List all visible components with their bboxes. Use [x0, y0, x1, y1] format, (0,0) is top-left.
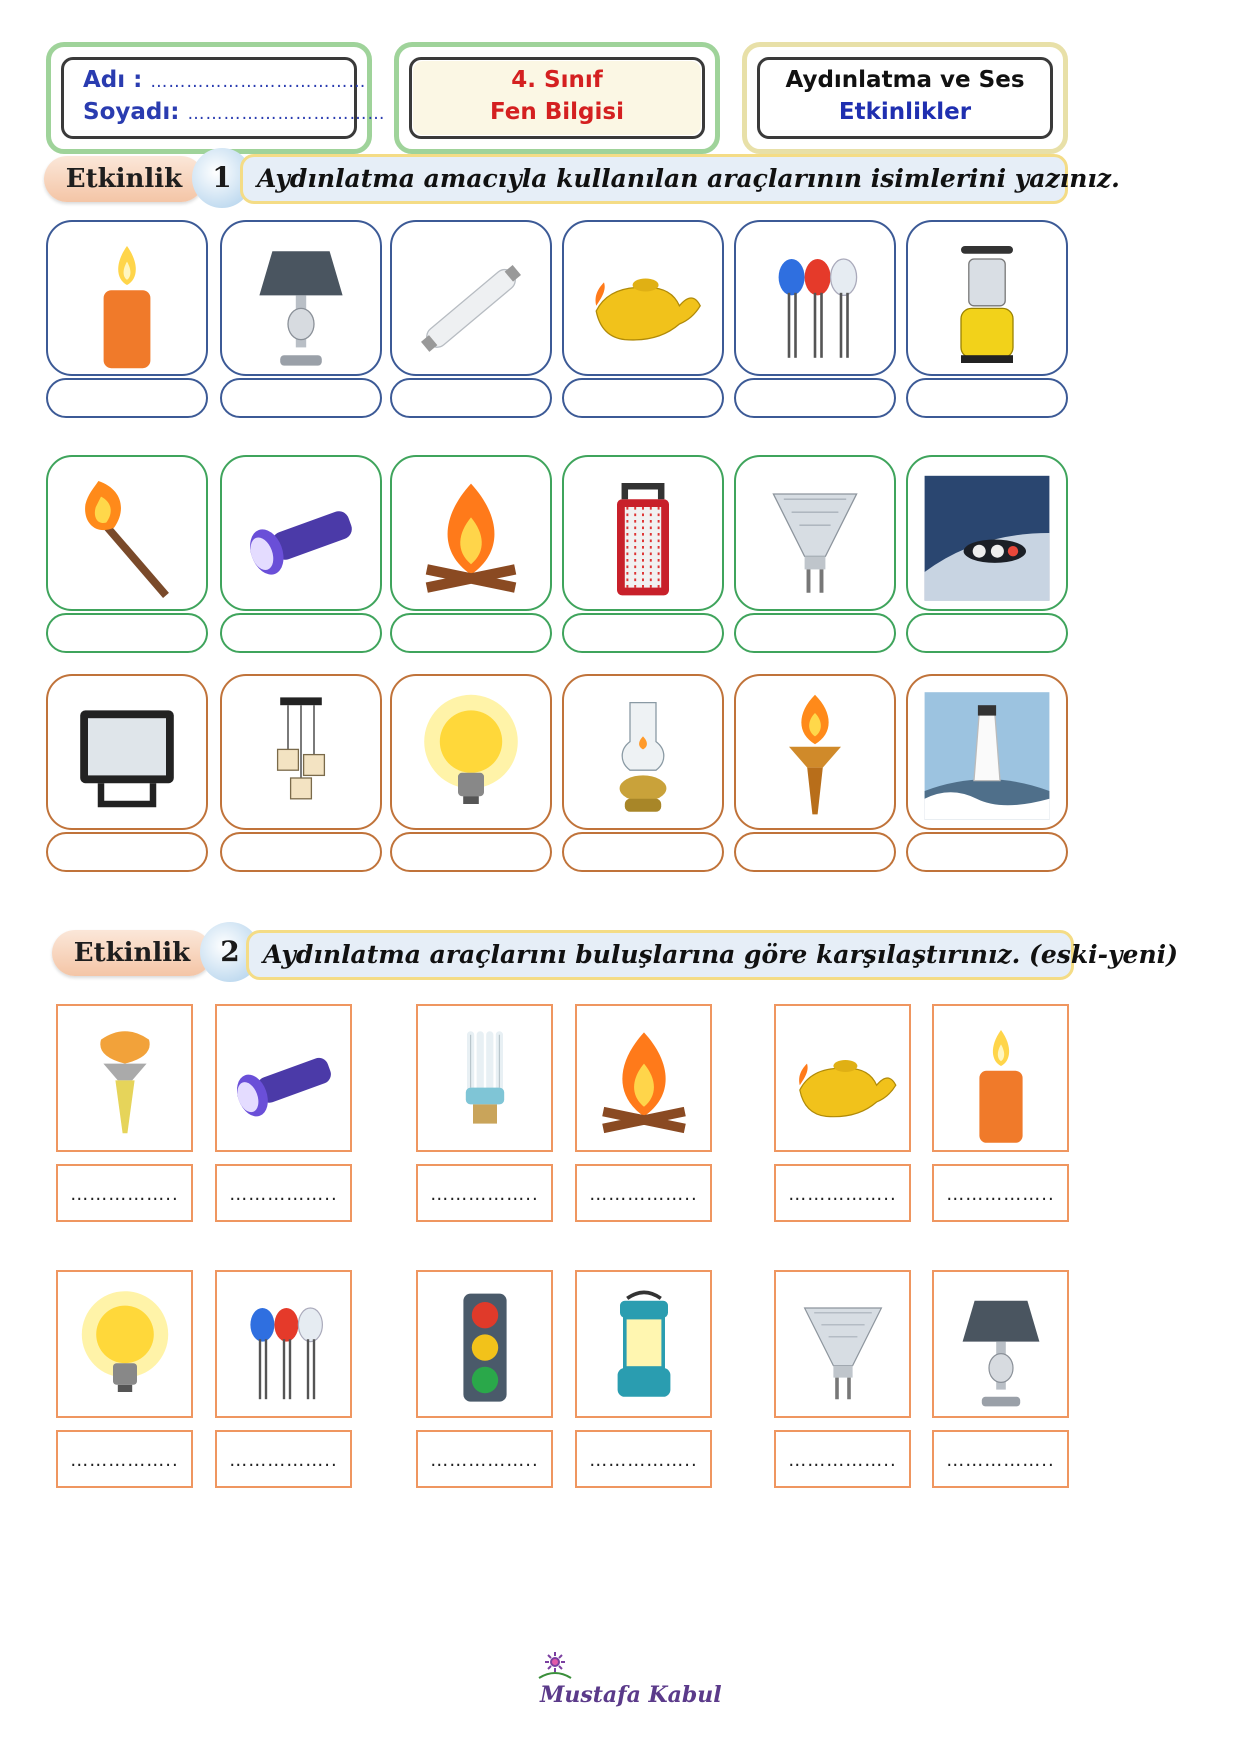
activity2-badge-word: Etkinlik	[52, 930, 212, 976]
picture-card	[46, 674, 208, 830]
activity1-instruction: Aydınlatma amacıyla kullanılan araçlarının isimlerini yazınız.	[240, 154, 1068, 204]
answer-box[interactable]	[562, 832, 724, 872]
kerosene-lamp-icon	[578, 687, 708, 817]
picture-card	[906, 220, 1068, 376]
picture-card	[575, 1270, 712, 1418]
name-box	[46, 42, 386, 154]
candle-icon	[941, 1018, 1061, 1138]
flashlight-icon	[224, 1018, 344, 1138]
picture-card	[220, 220, 382, 376]
surname-field[interactable]: ……………………………	[187, 104, 386, 124]
halogen-bulb-icon	[783, 1284, 903, 1404]
activity2-badge-number: 2	[200, 922, 260, 982]
cfl-bulb-icon	[425, 1018, 545, 1138]
answer-box[interactable]	[734, 378, 896, 418]
rechargeable-lantern-icon	[578, 468, 708, 598]
activity2-instruction: Aydınlatma araçlarını buluşlarına göre karşılaştırınız. (eski-yeni)	[246, 930, 1074, 980]
led-icon	[224, 1284, 344, 1404]
oil-lamp-icon	[783, 1018, 903, 1138]
answer-box[interactable]	[390, 613, 552, 653]
name-field[interactable]: ………………………………	[150, 72, 367, 92]
picture-card	[220, 674, 382, 830]
halogen-bulb-icon	[750, 468, 880, 598]
flower-logo-icon	[535, 1648, 575, 1682]
grade-text: 4. Sınıf	[511, 67, 603, 93]
picture-card	[774, 1270, 911, 1418]
campfire-icon	[406, 468, 536, 598]
answer-box[interactable]: ……………..	[575, 1164, 712, 1222]
torch-icon	[62, 468, 192, 598]
led-icon	[750, 233, 880, 363]
floodlight-icon	[62, 687, 192, 817]
picture-card	[774, 1004, 911, 1152]
lighthouse-icon	[922, 687, 1052, 817]
candle-icon	[62, 233, 192, 363]
picture-card	[734, 220, 896, 376]
camping-lantern-icon	[584, 1284, 704, 1404]
answer-box[interactable]	[734, 613, 896, 653]
picture-card	[215, 1270, 352, 1418]
answer-box[interactable]	[220, 613, 382, 653]
activity1-badge	[44, 148, 244, 208]
flaming-torch-icon	[750, 687, 880, 817]
answer-box[interactable]	[906, 832, 1068, 872]
oil-lamp-icon	[578, 233, 708, 363]
answer-box[interactable]	[906, 613, 1068, 653]
answer-box[interactable]	[46, 832, 208, 872]
picture-card	[562, 455, 724, 611]
answer-box[interactable]: ……………..	[416, 1430, 553, 1488]
picture-card	[932, 1270, 1069, 1418]
picture-card	[416, 1270, 553, 1418]
picture-card	[416, 1004, 553, 1152]
answer-box[interactable]: ……………..	[575, 1430, 712, 1488]
subject-text: Fen Bilgisi	[490, 99, 624, 125]
answer-box[interactable]: ……………..	[215, 1430, 352, 1488]
answer-box[interactable]	[390, 832, 552, 872]
picture-card	[390, 220, 552, 376]
traffic-light-icon	[425, 1284, 545, 1404]
activity1-badge-word: Etkinlik	[44, 156, 204, 202]
name-label: Adı :	[83, 67, 143, 93]
topic-box	[742, 42, 1068, 154]
activity2-badge	[52, 922, 252, 982]
picture-card	[562, 220, 724, 376]
picture-card	[734, 455, 896, 611]
answer-box[interactable]: ……………..	[56, 1430, 193, 1488]
picture-card	[906, 674, 1068, 830]
class-box	[394, 42, 720, 154]
answer-box[interactable]	[46, 613, 208, 653]
old-torch-icon	[65, 1018, 185, 1138]
picture-card	[575, 1004, 712, 1152]
answer-box[interactable]	[220, 832, 382, 872]
answer-box[interactable]: ……………..	[416, 1164, 553, 1222]
picture-card	[46, 220, 208, 376]
light-bulb-icon	[65, 1284, 185, 1404]
picture-card	[906, 455, 1068, 611]
table-lamp-icon	[941, 1284, 1061, 1404]
picture-card	[220, 455, 382, 611]
campfire-icon	[584, 1018, 704, 1138]
gas-lantern-icon	[922, 233, 1052, 363]
answer-box[interactable]	[734, 832, 896, 872]
picture-card	[56, 1004, 193, 1152]
answer-box[interactable]: ……………..	[215, 1164, 352, 1222]
answer-box[interactable]: ……………..	[932, 1430, 1069, 1488]
answer-box[interactable]	[220, 378, 382, 418]
picture-card	[46, 455, 208, 611]
activity1-badge-number: 1	[192, 148, 252, 208]
picture-card	[56, 1270, 193, 1418]
table-lamp-icon	[236, 233, 366, 363]
picture-card	[390, 455, 552, 611]
answer-box[interactable]	[906, 378, 1068, 418]
flashlight-icon	[236, 468, 366, 598]
answer-box[interactable]: ……………..	[774, 1164, 911, 1222]
answer-box[interactable]	[562, 378, 724, 418]
picture-card	[562, 674, 724, 830]
picture-card	[734, 674, 896, 830]
answer-box[interactable]: ……………..	[932, 1164, 1069, 1222]
answer-box[interactable]	[390, 378, 552, 418]
light-bulb-icon	[406, 687, 536, 817]
picture-card	[932, 1004, 1069, 1152]
picture-card	[390, 674, 552, 830]
answer-box[interactable]	[562, 613, 724, 653]
unit-text: Aydınlatma ve Ses	[785, 67, 1025, 93]
picture-card	[215, 1004, 352, 1152]
fluorescent-tube-icon	[406, 233, 536, 363]
pendant-lamp-icon	[236, 687, 366, 817]
answer-box[interactable]: ……………..	[774, 1430, 911, 1488]
answer-box[interactable]	[46, 378, 208, 418]
car-headlight-icon	[922, 468, 1052, 598]
type-text: Etkinlikler	[838, 99, 972, 125]
surname-label: Soyadı:	[83, 99, 180, 125]
answer-box[interactable]: ……………..	[56, 1164, 193, 1222]
signature: Mustafa Kabul	[540, 1682, 722, 1708]
